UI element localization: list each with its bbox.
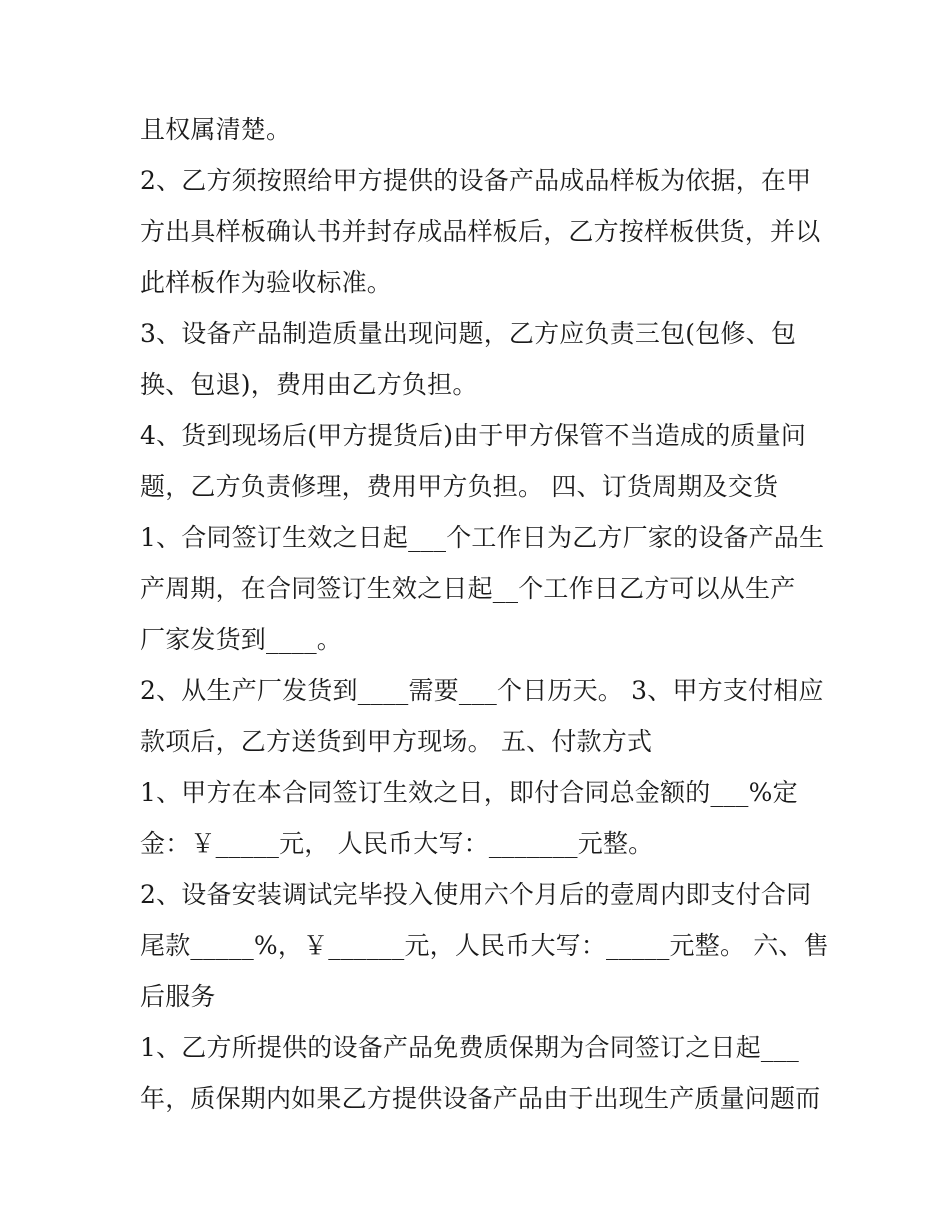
text-line: 方出具样板确认书并封存成品样板后，乙方按样板供货，并以 xyxy=(140,217,821,246)
text-line: 4、货到现场后(甲方提货后)由于甲方保管不当造成的质量问 xyxy=(140,421,807,450)
text-line: 2、乙方须按照给甲方提供的设备产品成品样板为依据，在甲 xyxy=(140,166,812,195)
text-line: 1、甲方在本合同签订生效之日，即付合同总金额的___%定 xyxy=(140,778,798,807)
text-line: 2、从生产厂发货到____需要___个日历天。 3、甲方支付相应 xyxy=(140,676,824,705)
text-line: 款项后，乙方送货到甲方现场。 五、付款方式 xyxy=(140,727,653,756)
text-line: 2、设备安装调试完毕投入使用六个月后的壹周内即支付合同 xyxy=(140,880,812,909)
text-line: 年，质保期内如果乙方提供设备产品由于出现生产质量问题而 xyxy=(140,1084,821,1113)
text-line: 厂家发货到____。 xyxy=(140,625,343,654)
text-line: 1、合同签订生效之日起___个工作日为乙方厂家的设备产品生 xyxy=(140,523,825,552)
text-line: 换、包退)，费用由乙方负担。 xyxy=(140,370,478,399)
text-line: 金：￥_____元， 人民币大写：_______元整。 xyxy=(140,829,654,858)
text-line: 题，乙方负责修理，费用甲方负担。 四、订货周期及交货 xyxy=(140,472,779,501)
text-line: 3、设备产品制造质量出现问题，乙方应负责三包(包修、包 xyxy=(140,319,797,348)
text-line: 尾款_____%，￥______元，人民币大写：_____元整。 六、售 xyxy=(140,931,829,960)
text-line: 后服务 xyxy=(140,982,216,1011)
document-body xyxy=(140,104,829,1124)
text-line: 1、乙方所提供的设备产品免费质保期为合同签订之日起___ xyxy=(140,1033,800,1062)
text-line: 且权属清楚。 xyxy=(140,115,292,144)
text-line: 此样板作为验收标准。 xyxy=(140,268,393,297)
text-line: 产周期，在合同签订生效之日起__个工作日乙方可以从生产 xyxy=(140,574,796,603)
